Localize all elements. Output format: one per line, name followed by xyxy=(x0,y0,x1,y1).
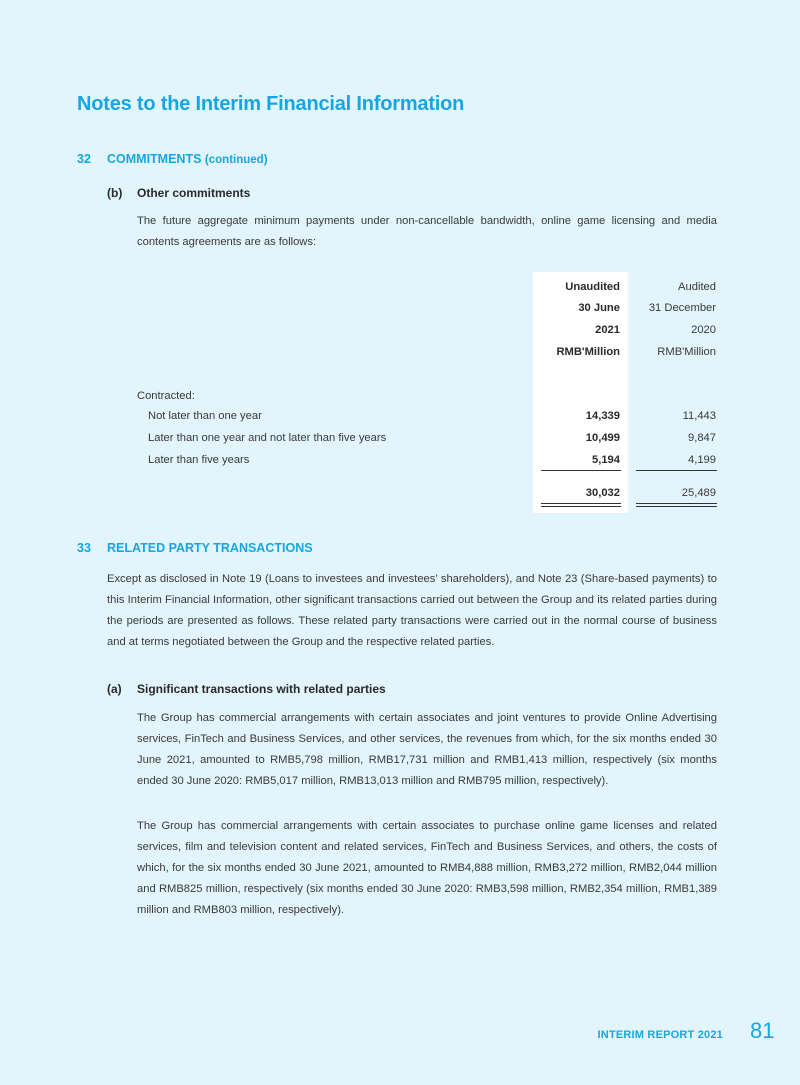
section-32-title: COMMITMENTS xyxy=(107,152,202,166)
section-32-heading xyxy=(77,152,268,166)
subsection-b-intro: The future aggregate minimum payments under non-cancellable bandwidth, online game licensing and media contents agreements are as follows: xyxy=(137,215,717,248)
subsection-a-paragraph-1: The Group has commercial arrangements with certain associates and joint ventures to provide Online Advertising services, FinTech and Business Services, and other services, the revenues from which, for the six months ended 30 June 2021, amounted to RMB5,798 million, RMB17,731 million and RMB1,413 million, respectively (six months ended 30 June 2020: RMB5,017 million, RMB13,013 million and RMB795 million, respectively). xyxy=(137,712,717,787)
total-value-2020: 25,489 xyxy=(681,487,716,499)
col-2021-header-unit: RMB'Million xyxy=(556,346,620,358)
page-number: 81 xyxy=(750,1018,775,1043)
subsection-a-heading xyxy=(107,682,386,696)
section-33-heading xyxy=(77,541,313,555)
subtotal-rule xyxy=(541,470,621,471)
contracted-heading: Contracted: xyxy=(137,390,195,402)
section-33-title: RELATED PARTY TRANSACTIONS xyxy=(107,541,313,555)
table-row-value-2021: 10,499 xyxy=(585,432,620,444)
section-32-continued: (continued) xyxy=(204,154,268,166)
col-2021-header-year: 2021 xyxy=(595,324,620,336)
section-33-number: 33 xyxy=(77,541,91,555)
subsection-b-label: (b) xyxy=(107,186,123,200)
total-double-rule-bottom xyxy=(541,506,621,507)
col-2021-header-status: Unaudited xyxy=(565,281,620,293)
table-row-label: Later than five years xyxy=(148,454,250,466)
total-value-2021: 30,032 xyxy=(585,487,620,499)
col-2020-header-year: 2020 xyxy=(691,324,716,336)
col-2020-header-date: 31 December xyxy=(648,302,716,314)
total-double-rule-top xyxy=(636,503,717,504)
table-row-label: Later than one year and not later than five years xyxy=(148,432,387,444)
total-double-rule-top xyxy=(541,503,621,504)
subsection-a-label: (a) xyxy=(107,682,122,696)
table-row-value-2021: 14,339 xyxy=(585,410,620,422)
subtotal-rule xyxy=(636,470,717,471)
col-2020-header-unit: RMB'Million xyxy=(657,346,716,358)
table-row-value-2020: 4,199 xyxy=(688,454,716,466)
col-2021-header-date: 30 June xyxy=(578,302,620,314)
table-row-label: Not later than one year xyxy=(148,410,262,422)
report-footer-label: INTERIM REPORT 2021 xyxy=(597,1029,723,1041)
page-title: Notes to the Interim Financial Information xyxy=(77,93,465,115)
col-2020-header-status: Audited xyxy=(678,281,716,293)
table-row-value-2020: 11,443 xyxy=(682,410,716,422)
subsection-b-heading xyxy=(107,186,250,200)
section-32-number: 32 xyxy=(77,152,91,166)
subsection-b-title: Other commitments xyxy=(137,186,251,200)
subsection-a-title: Significant transactions with related parties xyxy=(137,682,386,696)
table-row-value-2020: 9,847 xyxy=(688,432,716,444)
total-double-rule-bottom xyxy=(636,506,717,507)
subsection-a-paragraph-2: The Group has commercial arrangements with certain associates to purchase online game licenses and related services, film and television content and related services, FinTech and Business Services, and others, the costs of which, for the six months ended 30 June 2021, amounted to RMB4,888 million, RMB3,272 million, RMB2,044 million and RMB825 million, respectively (six months ended 30 June 2020: RMB3,598 million, RMB2,354 million, RMB1,389 million and RMB803 million, respectively). xyxy=(137,820,717,916)
section-33-intro: Except as disclosed in Note 19 (Loans to investees and investees’ shareholders), and Note 23 (Share-based payments) to this Interim Financial Information, other significant transactions carried out between the Group and its related parties during the periods are presented as follows. These related party transactions were carried out in the normal course of business and at terms negotiated between the Group and the respective related parties. xyxy=(107,573,717,648)
table-row-value-2021: 5,194 xyxy=(592,454,620,466)
